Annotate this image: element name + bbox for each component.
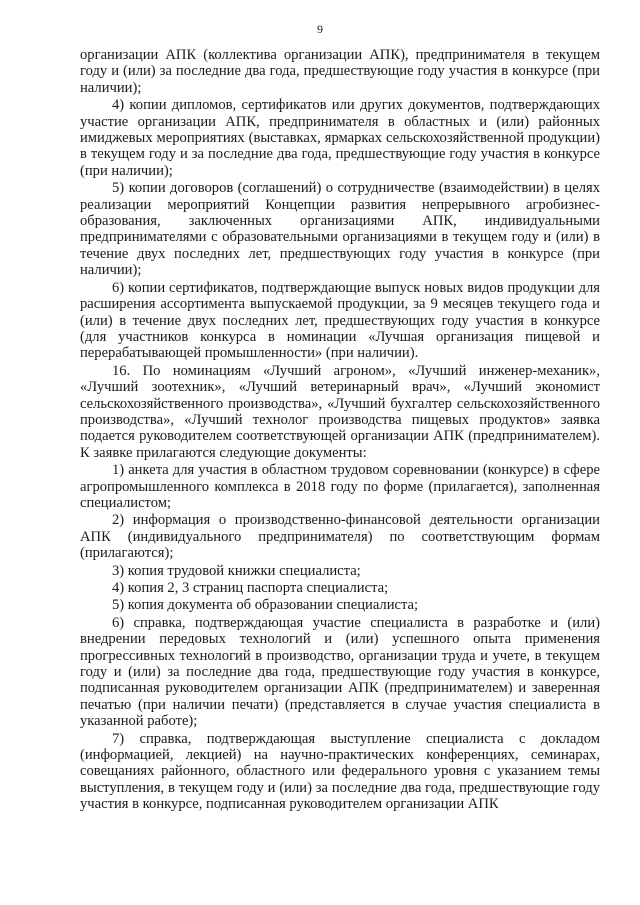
page-number: 9	[317, 22, 323, 36]
paragraph-doc-3-workbook: 3) копия трудовой книжки специалиста;	[112, 562, 361, 579]
paragraph-item-6-certificates: 6) копии сертификатов, подтверждающие выпуск новых видов продукции для расширения ассортимента выпускаемой продукции, за 9 месяцев текущего года и (или) в течение двух последних лет, предшествующих году участия в конкурсе (для участников конкурса в номинации «Лучшая организация пищевой и перерабатывающей промышленности» (при наличии).	[80, 279, 600, 362]
paragraph-doc-1-questionnaire: 1) анкета для участия в областном трудовом соревновании (конкурсе) в сфере агропромышленного комплекса в 2018 году по форме (прилагается), заполненная специалистом;	[80, 462, 600, 511]
paragraph-doc-7-speech-reference: 7) справка, подтверждающая выступление специалиста с докладом (информацией, лекцией) на научно-практических конференциях, семинарах, совещаниях районного, областного или федерального уровня с указанием темы выступления, в текущем году и (или) за последние два года, предшествующие году участия в конкурсе, подписанная руководителем организации АПК	[80, 730, 600, 813]
paragraph-continuation: организации АПК (коллектива организации АПК), предпринимателя в текущем году и (или) за последние два года, предшествующие году участия в конкурсе (при наличии);	[80, 47, 600, 96]
paragraph-doc-6-tech-reference: 6) справка, подтверждающая участие специалиста в разработке и (или) внедрении передовых технологий и (или) успешного опыта применения прогрессивных технологий в производство, организации труда и учете, в текущем году и (или) за последние два года, предшествующие году участия в конкурсе, подписанная руководителем организации АПК (предпринимателем) и заверенная печатью (при наличии печати) (представляется в случае участия специалиста в указанной работе);	[80, 614, 600, 730]
paragraph-section-16: 16. По номинациям «Лучший агроном», «Лучший инженер-механик», «Лучший зоотехник», «Лучший ветеринарный врач», «Лучший экономист сельскохозяйственного производства», «Лучший бухгалтер сельскохозяйственного производства», «Лучший технолог производства пищевых продуктов» заявка подается руководителем соответствующей организации АПК (предпринимателем). К заявке прилагаются следующие документы:	[80, 362, 600, 461]
paragraph-doc-4-passport: 4) копия 2, 3 страниц паспорта специалиста;	[112, 580, 389, 596]
paragraph-item-4-diplomas: 4) копии дипломов, сертификатов или других документов, подтверждающих участие организации АПК, предпринимателя в областных и (или) районных имиджевых мероприятиях (выставках, ярмарках сельскохозяйственной продукции) в текущем году и за последние два года, предшествующие году участия в конкурсе (при наличии);	[80, 97, 600, 179]
paragraph-doc-2-financial-info: 2) информация о производственно-финансовой деятельности организации АПК (индивидуального предпринимателя) по соответствующим формам (прилагаются);	[80, 512, 600, 562]
paragraph-doc-5-education: 5) копия документа об образовании специалиста;	[112, 597, 419, 614]
document-body	[80, 47, 600, 814]
paragraph-item-5-contracts: 5) копии договоров (соглашений) о сотрудничестве (взаимодействии) в целях реализации мероприятий Концепции развития непрерывного агробизнес-образования, заключенных организациями АПК, индивидуальными предпринимателями с образовательными организациями в текущем году и (или) в течение двух последних лет, предшествующих году участия в конкурсе (при наличии);	[80, 180, 600, 279]
